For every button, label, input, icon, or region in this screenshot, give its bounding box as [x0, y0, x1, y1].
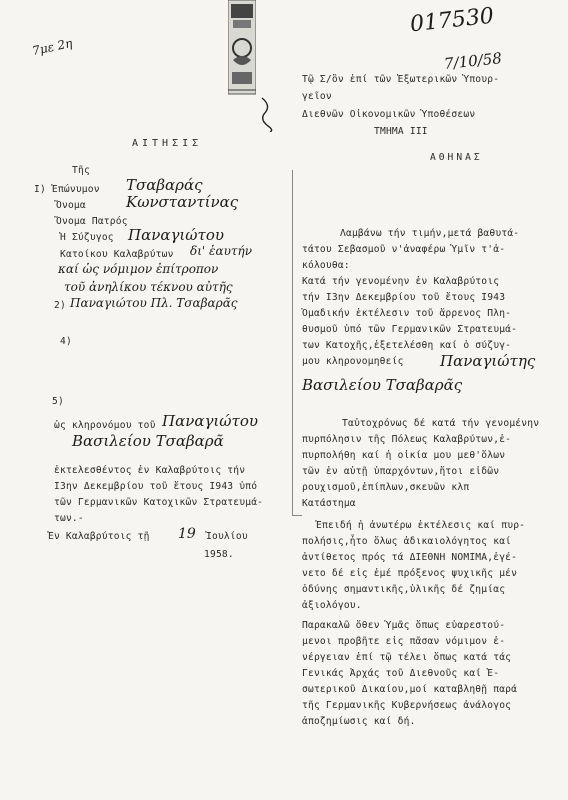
place-date-month: Ἰουλίου — [206, 531, 248, 542]
body-line: ὀδύνης σημαντικῆς,ὑλικῆς δέ ζημίας — [302, 584, 506, 595]
execution-line-3: τῶν Γερμανικῶν Κατοχικῶν Στρατευμά- — [54, 497, 264, 508]
body-line: σωτερικοῦ Δικαίου,μοί καταβληθῇ παρά — [302, 684, 518, 695]
recipient-line-1: Τῷ Σ/ὃν ἐπί τῶν Ἐξωτερικῶν Ὑπουρ- — [302, 74, 500, 85]
residence-value: δι' ἑαυτήν — [190, 244, 253, 258]
body-line: Κατά τήν γενομένην ἐν Καλαβρύτοις — [302, 276, 500, 287]
body-line: τήν I3ην Δεκεμβρίου τοῦ ἔτους I943 — [302, 292, 506, 303]
first-name-value: Κωνσταντίνας — [126, 193, 239, 211]
guardian-line-2: τοῦ ἀνηλίκου τέκνου αὐτῆς — [64, 280, 233, 294]
body-line: ρουχισμοῦ,ἐπίπλων,σκευῶν κλπ — [302, 482, 470, 493]
column-divider — [292, 170, 293, 515]
first-name-label: Ὄνομα — [56, 200, 86, 211]
place-date-day: 19 — [178, 526, 196, 542]
body-line: μενοι προβῆτε εἰς πᾶσαν νόμιμον ἐ- — [302, 636, 506, 647]
heir-value-1: Παναγιώτου — [162, 412, 258, 430]
heir-label: ὡς κληρονόμου τοῦ — [54, 420, 156, 431]
body-line: των Κατοχῆς,ἐξετελέσθη καί ὁ σύζυγ- — [302, 340, 512, 351]
revenue-stamp — [228, 0, 256, 98]
body-line: νετο δέ εἰς ἐμέ πρόξενος ψυχικῆς μέν — [302, 568, 518, 579]
margin-note: 7με 2η — [30, 35, 74, 59]
body-line: Ὁμαδικήν ἐκτέλεσιν τοῦ ἄρρενος Πλη- — [302, 308, 512, 319]
surname-label: I) Ἐπώνυμον — [34, 184, 100, 195]
item-2-label: 2) — [54, 300, 66, 311]
item-5-label: 5) — [52, 396, 64, 407]
reference-number: 017530 — [408, 3, 496, 38]
body-handwritten-name-1: Παναγιώτης — [440, 352, 536, 370]
recipient-line-4: ΤΜΗΜΑ III — [374, 126, 428, 137]
body-line: Λαμβάνω τήν τιμήν,μετά βαθυτά- — [340, 228, 520, 239]
body-line: τῶν ἐν αὐτῇ ὑπαρχόντων,ἤτοι εἰδῶν — [302, 466, 500, 477]
body-line: ἀντίθετος πρός τά ΔΙΕΘΝΗ ΝΟΜΙΜΑ,ἐγέ- — [302, 552, 518, 563]
document-title: ΑΙΤΗΣΙΣ — [132, 138, 203, 149]
place-date-year: 1958. — [204, 549, 234, 560]
heir-value-2: Βασιλείου Τσαβαρᾶ — [72, 432, 224, 450]
surname-value: Τσαβαράς — [126, 176, 203, 194]
body-line: κόλουθα: — [302, 260, 350, 271]
place-date-prefix: Ἐν Καλαβρύτοις τῇ — [48, 531, 150, 542]
body-line: νέργειαν ἐπί τῷ τέλει ὅπως κατά τάς — [302, 652, 512, 663]
body-line: Γενικάς Ἀρχάς τοῦ Διεθνοῦς καί Ἐ- — [302, 668, 500, 679]
body-line: θυσμοῦ ὑπό τῶν Γερμανικῶν Στρατευμά- — [302, 324, 518, 335]
spouse-label: Ἡ Σύζυγος — [60, 232, 114, 243]
execution-line-4: των.- — [54, 513, 84, 524]
body-line: πολήσις,ἦτο ὅλως ἀδικαιολόγητος καί — [302, 536, 512, 547]
signature-mark — [258, 96, 278, 132]
body-line: Ἐπειδή ἡ ἀνωτέρω ἐκτέλεσις καί πυρ- — [316, 520, 526, 531]
applicant-lead: Τῆς — [72, 165, 90, 176]
recipient-line-3: Διεθνῶν Οἰκονομικῶν Ὑποθέσεων — [302, 109, 476, 120]
body-line: μου κληρονομηθείς — [302, 356, 404, 367]
recipient-city: ΑΘΗΝΑΣ — [430, 152, 483, 163]
body-line: τάτου Σεβασμοῦ ν'ἀναφέρω Ὑμῖν τ'ἀ- — [302, 244, 506, 255]
item-4-label: 4) — [60, 336, 72, 347]
body-line: ἀποζημίωσις καί δή. — [302, 716, 416, 727]
item-2-value: Παναγιώτου Πλ. Τσαβαρᾶς — [70, 296, 238, 310]
body-handwritten-name-2: Βασιλείου Τσαβαρᾶς — [302, 376, 463, 394]
reference-date: 7/10/58 — [443, 49, 503, 73]
column-divider-tick — [292, 515, 302, 516]
body-line: ἀξιολόγου. — [302, 600, 362, 611]
execution-line-1: ἐκτελεσθέντος ἐν Καλαβρύτοις τήν — [54, 465, 246, 476]
body-line: Κατάστημα — [302, 498, 356, 509]
body-line: Ταὐτοχρόνως δέ κατά τήν γενομένην — [342, 418, 540, 429]
residence-label: Κατοίκου Καλαβρύτων — [60, 249, 174, 260]
recipient-line-2: γεῖον — [302, 91, 332, 102]
spouse-value: Παναγιώτου — [128, 226, 224, 244]
body-line: τῆς Γερμανικῆς Κυβερνήσεως ἀνάλογος — [302, 700, 512, 711]
body-line: Παρακαλῶ ὅθεν Ὑμᾶς ὅπως εὐαρεστού- — [302, 620, 506, 631]
guardian-line-1: καί ὡς νόμιμον ἐπίτροπον — [58, 262, 219, 276]
body-line: πυρπολήθη καί ἡ οἰκία μου μεθ'ὅλων — [302, 450, 506, 461]
father-name-label: Ὄνομα Πατρός — [56, 216, 128, 227]
execution-line-2: I3ην Δεκεμβρίου τοῦ ἔτους I943 ὑπό — [54, 481, 258, 492]
body-line: πυρπόλησιν τῆς Πόλεως Καλαβρύτων,ἐ- — [302, 434, 512, 445]
stamp-icon — [228, 0, 256, 98]
